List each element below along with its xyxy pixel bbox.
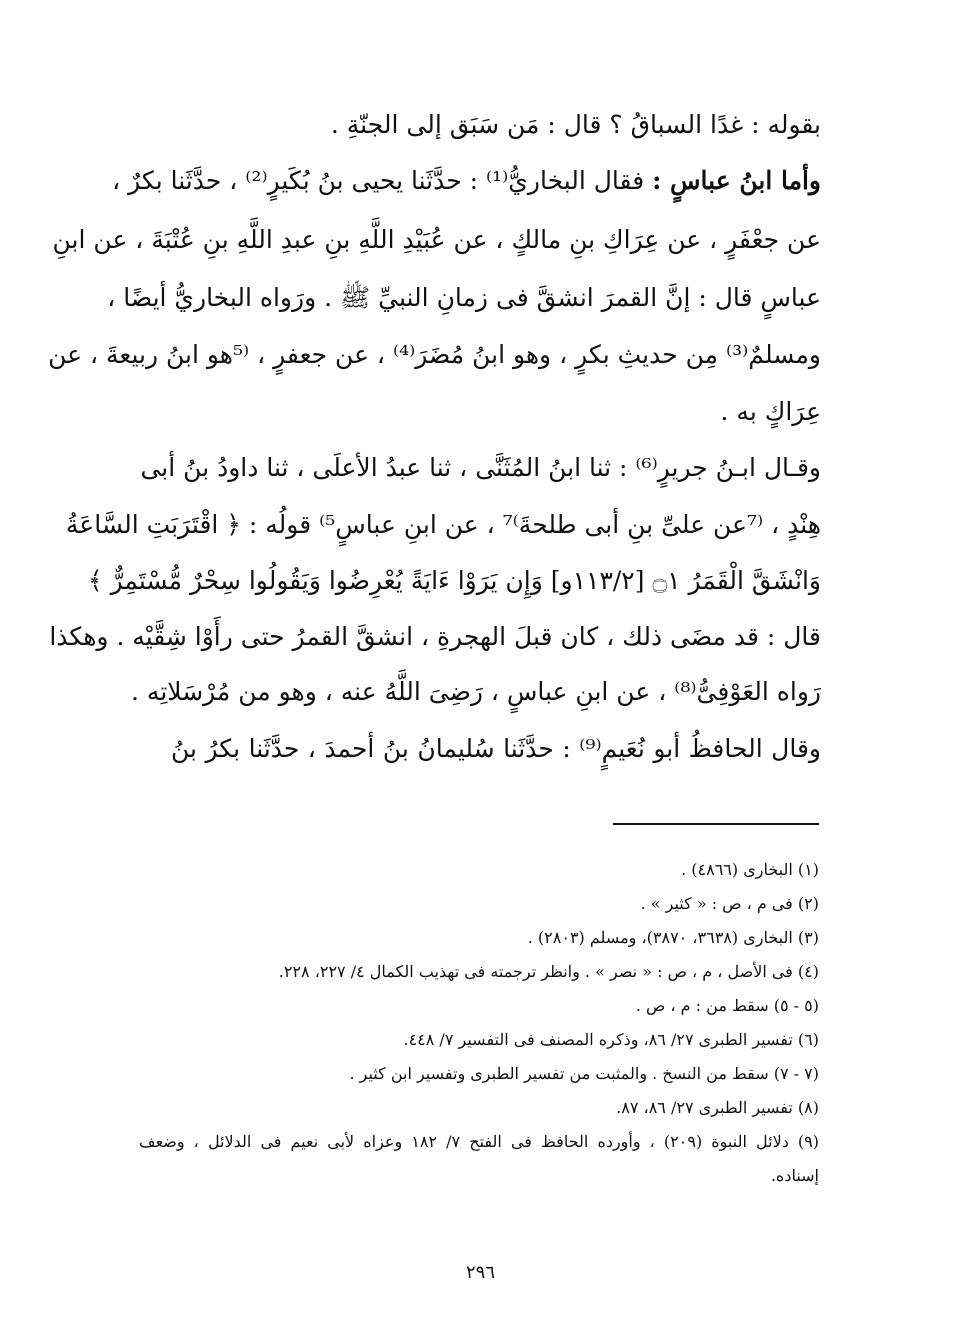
- body-line-11: رَواه العَوْفِىُّ⁽⁸⁾ ، عن ابنِ عباسٍ ، رَضِىَ اللَّهُ عنه ، وهو من مُرْسَلاتِه .: [131, 677, 821, 706]
- footnote-6: (٦) تفسير الطبرى ٢٧/ ٨٦، وذكره المصنف فى التفسير ٧/ ٤٤٨.: [403, 1030, 819, 1049]
- body-line-1: بقوله : غدًا السباقُ ؟ قال : مَن سَبَق إلى الجنّةِ .: [330, 110, 821, 139]
- body-line-3: عن جعْفَرٍ ، عن عِرَاكِ بنِ مالكٍ ، عن عُبَيْدِ اللَّهِ بنِ عبدِ اللَّهِ بنِ عُتْبَةَ ، عن ابنِ: [52, 225, 821, 254]
- footnote-4: (٤) فى الأصل ، م ، ص : « نصر » . وانظر ترجمته فى تهذيب الكمال ٤/ ٢٢٧، ٢٢٨.: [278, 962, 819, 981]
- page-number: ٢٩٦: [465, 1262, 495, 1283]
- footnote-separator: [613, 823, 819, 825]
- body-line-8: هِنْدٍ ، ⁽⁷عن علىِّ بنِ أبى طلحةَ⁾⁷ ، عن ابنِ عباسٍ⁵⁾ قولُه : ﴿ اقْتَرَبَتِ السَّاعَةُ: [65, 510, 821, 539]
- body-line-7: وقـال ابـنُ جريرٍ⁽⁶⁾ : ثنا ابنُ المُثَنَّى ، ثنا عبدُ الأعلَى ، ثنا داودُ بنُ أبى: [140, 453, 821, 482]
- body-line-4: عباسٍ قال : إنَّ القمرَ انشقَّ فى زمانِ النبيِّ ﷺ . ورَواه البخاريُّ أيضًا ،: [107, 283, 821, 312]
- body-line-2-text: فقال البخاريُّ⁽¹⁾ : حدَّثَنا يحيى بنُ بُكَيرٍ⁽²⁾ ، حدَّثَنا بكرٌ ،: [112, 166, 653, 195]
- footnote-3: (٣) البخارى (٣٦٣٨، ٣٨٧٠)، ومسلم (٢٨٠٣) .: [527, 928, 819, 947]
- body-line-12: وقال الحافظُ أبو نُعَيمٍ⁽⁹⁾ : حدَّثَنا سُليمانُ بنُ أحمدَ ، حدَّثَنا بكرُ بنُ: [171, 734, 821, 763]
- body-line-10: قال : قد مضَى ذلك ، كان قبلَ الهجرةِ ، انشقَّ القمرُ حتى رأَوْا شِقَّيْه . وهكذا: [49, 622, 821, 651]
- body-line-9-quran: وَانْشَقَّ الْقَمَرُ ۝١ [١١٣/٢و] وَإِن يَرَوْا ءَايَةً يُعْرِضُوا وَيَقُولُوا سِحْرٌ مُّسْتَمِرٌّ ﴾: [87, 566, 821, 595]
- footnote-2: (٢) فى م ، ص : « كثير » .: [640, 894, 819, 913]
- footnote-7: (٧ - ٧) سقط من النسخ . والمثبت من تفسير الطبرى وتفسير ابن كثير .: [349, 1064, 819, 1083]
- footnote-5: (٥ - ٥) سقط من : م ، ص .: [635, 996, 819, 1015]
- footnote-1: (١) البخارى (٤٨٦٦) .: [681, 860, 819, 879]
- section-heading: وأما ابنُ عباسٍ :: [652, 166, 821, 195]
- body-line-2: [112, 153, 821, 209]
- footnote-9-continued: إسناده.: [770, 1166, 819, 1185]
- body-line-6: عِرَاكٍ به .: [720, 397, 821, 426]
- body-line-5: ومسلمٌ⁽³⁾ مِن حديثِ بكرٍ ، وهو ابنُ مُضَرَ⁽⁴⁾ ، عن جعفرٍ ، ⁽⁵هو ابنُ ربيعةَ ، عن: [48, 340, 821, 369]
- footnote-8: (٨) تفسير الطبرى ٢٧/ ٨٦، ٨٧.: [616, 1098, 819, 1117]
- footnote-9: (٩) دلائل النبوة (٢٠٩) ، وأورده الحافظ فى الفتح ٧/ ١٨٢ وعزاه لأبى نعيم فى الدلائل ، وضعف: [139, 1132, 820, 1151]
